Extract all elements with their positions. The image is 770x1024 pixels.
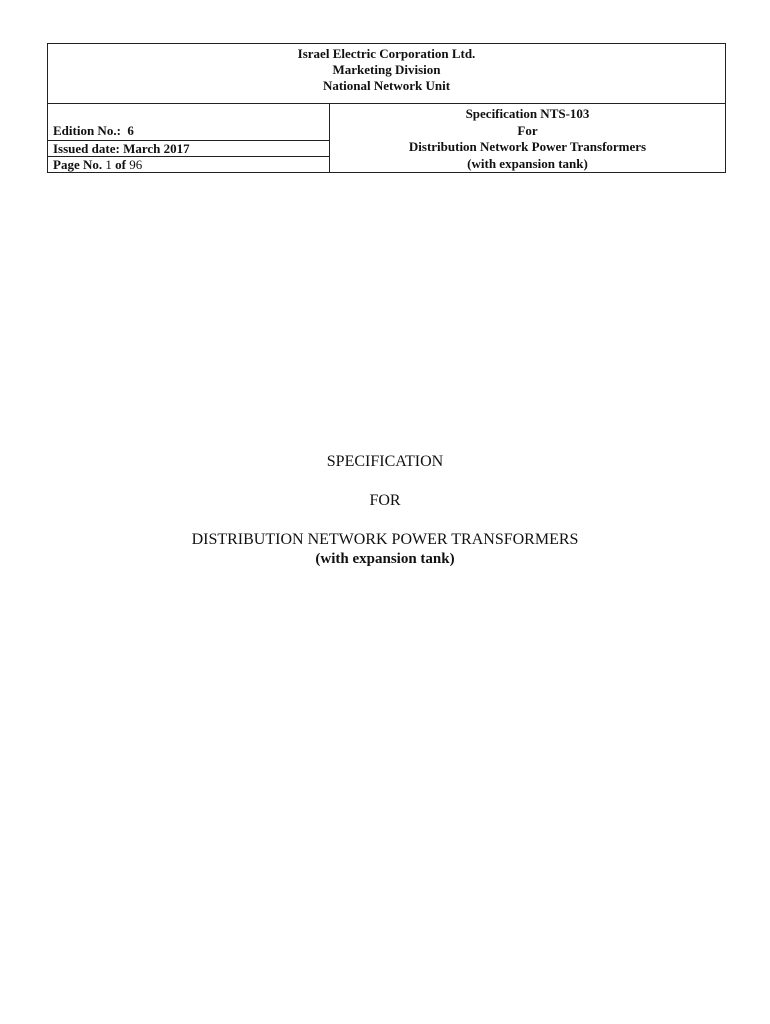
issued-date-row [48, 140, 329, 157]
spec-for: For [517, 122, 538, 138]
page-total: 96 [129, 157, 143, 172]
document-meta [48, 104, 330, 173]
title-specification: SPECIFICATION [326, 453, 444, 470]
unit-name: National Network Unit [322, 78, 451, 93]
issued-date: Issued date: March 2017 [53, 141, 190, 156]
edition-label: Edition No.: [53, 123, 121, 138]
organization-block [48, 44, 725, 104]
title-for: FOR [369, 492, 401, 509]
division-name: Marketing Division [332, 62, 441, 77]
title-qualifier: (with expansion tank) [315, 551, 455, 567]
organization-name: Israel Electric Corporation Ltd. [297, 46, 476, 61]
spec-subject: Distribution Network Power Transformers [408, 139, 647, 154]
spec-qualifier: (with expansion tank) [467, 155, 588, 171]
edition-row [48, 123, 329, 139]
title-line-subject [0, 530, 770, 550]
page-label: Page No. [53, 157, 103, 172]
page-of: of [115, 157, 126, 172]
title-line-for [0, 491, 770, 511]
page-current: 1 [105, 157, 112, 172]
title-line-qualifier [0, 549, 770, 569]
page-number-row [48, 156, 329, 173]
title-subject: DISTRIBUTION NETWORK POWER TRANSFORMERS [191, 531, 579, 548]
spec-number: Specification NTS-103 [465, 106, 590, 121]
title-line-specification [0, 452, 770, 472]
document-header [47, 43, 726, 173]
specification-info [330, 104, 725, 173]
edition-value: 6 [127, 123, 134, 138]
